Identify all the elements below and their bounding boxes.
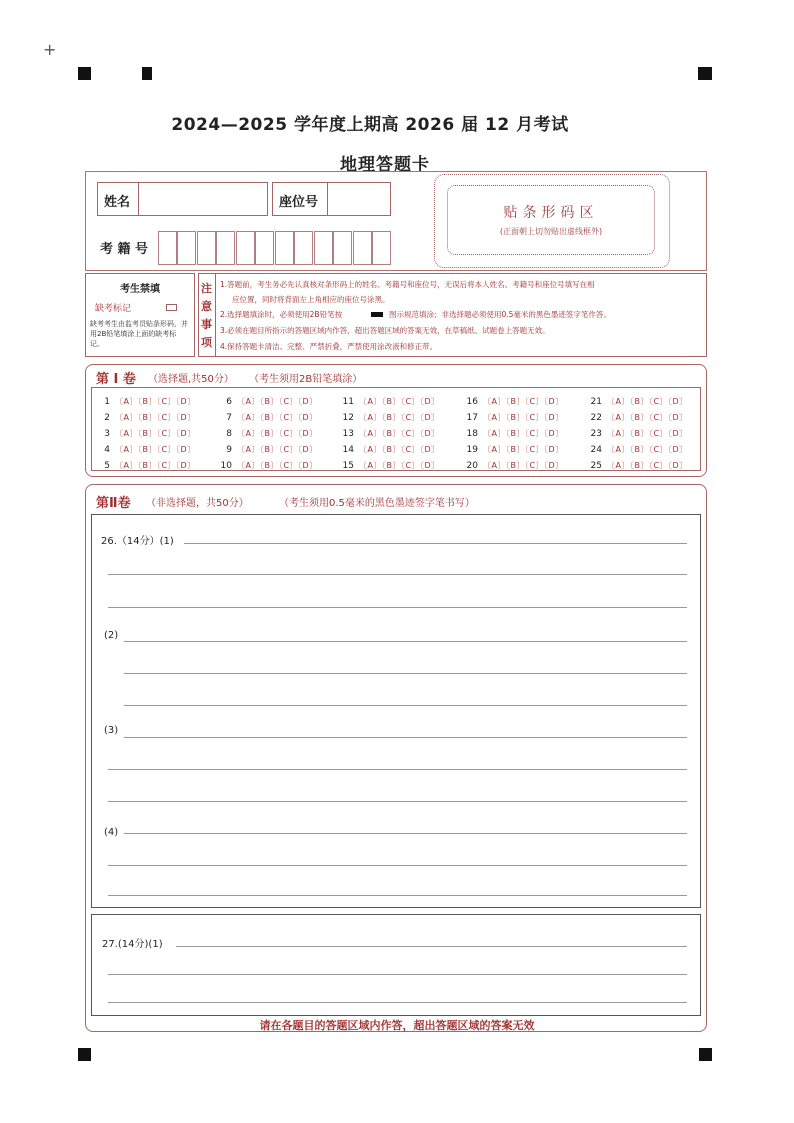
question-number: 9 bbox=[226, 445, 232, 455]
alignment-mark-bottom-right bbox=[699, 1048, 712, 1061]
q26-label: 26.（14分）(1) bbox=[101, 536, 174, 547]
mc-question-24[interactable] bbox=[588, 444, 688, 455]
alignment-mark-top-right bbox=[698, 67, 712, 80]
question-number: 13 bbox=[342, 429, 354, 439]
question-number: 20 bbox=[466, 461, 478, 471]
mc-question-10[interactable] bbox=[218, 460, 318, 471]
mc-question-6[interactable] bbox=[218, 396, 318, 407]
mc-question-13[interactable] bbox=[340, 428, 440, 439]
mc-question-1[interactable] bbox=[96, 396, 196, 407]
question-number: 15 bbox=[342, 461, 354, 471]
answer-options[interactable]: 〔A〕〔B〕〔C〕〔D〕 bbox=[359, 445, 440, 454]
answer-options[interactable]: 〔A〕〔B〕〔C〕〔D〕 bbox=[237, 461, 318, 470]
answer-options[interactable]: 〔A〕〔B〕〔C〕〔D〕 bbox=[483, 445, 564, 454]
answer-line[interactable] bbox=[124, 641, 687, 642]
footer-warning: 请在各题目的答题区域内作答，超出答题区域的答案无效 bbox=[259, 1019, 535, 1032]
question-number: 16 bbox=[466, 397, 478, 407]
exam-id-digit-9[interactable] bbox=[314, 231, 333, 265]
alignment-mark-bottom-left bbox=[78, 1048, 91, 1061]
part1-title: 第 Ⅰ 卷 bbox=[96, 372, 136, 387]
question-number: 7 bbox=[226, 413, 232, 423]
answer-options[interactable]: 〔A〕〔B〕〔C〕〔D〕 bbox=[115, 429, 196, 438]
mc-question-16[interactable] bbox=[464, 396, 564, 407]
examiner-only-title: 考生禁填 bbox=[120, 284, 160, 295]
answer-line[interactable] bbox=[124, 705, 687, 706]
answer-line[interactable] bbox=[184, 543, 687, 544]
instruction-3: 3.必须在题目所指示的答题区域内作答，超出答题区域的答案无效，在草稿纸、试题卷上答题无效。 bbox=[220, 326, 550, 335]
filled-bubble-example bbox=[371, 312, 383, 317]
answer-options[interactable]: 〔A〕〔B〕〔C〕〔D〕 bbox=[483, 429, 564, 438]
side-char-1: 注 bbox=[201, 282, 212, 295]
answer-options[interactable]: 〔A〕〔B〕〔C〕〔D〕 bbox=[483, 413, 564, 422]
mc-question-8[interactable] bbox=[218, 428, 318, 439]
mc-question-23[interactable] bbox=[588, 428, 688, 439]
answer-line[interactable] bbox=[108, 895, 687, 896]
answer-options[interactable]: 〔A〕〔B〕〔C〕〔D〕 bbox=[237, 429, 318, 438]
answer-options[interactable]: 〔A〕〔B〕〔C〕〔D〕 bbox=[607, 461, 688, 470]
question-number: 10 bbox=[220, 461, 232, 471]
part2-section bbox=[85, 484, 707, 1032]
mc-question-18[interactable] bbox=[464, 428, 564, 439]
exam-id-digit-3[interactable] bbox=[197, 231, 216, 265]
name-label: 姓名 bbox=[104, 195, 131, 210]
examiner-only-box bbox=[85, 273, 195, 357]
mc-question-17[interactable] bbox=[464, 412, 564, 423]
q26-sub3-label: (3) bbox=[104, 725, 119, 736]
part2-note: （考生须用0.5毫米的黑色墨迹签字笔书写） bbox=[279, 498, 475, 509]
question-number: 4 bbox=[104, 445, 110, 455]
card-subtitle: 地理答题卡 bbox=[340, 155, 430, 175]
alignment-mark-top-second bbox=[142, 67, 152, 80]
q27-answer-box[interactable] bbox=[91, 914, 701, 1016]
mc-question-14[interactable] bbox=[340, 444, 440, 455]
question-number: 23 bbox=[590, 429, 602, 439]
q26-sub4-label: (4) bbox=[104, 827, 119, 838]
instruction-1: 1.答题前，考生务必先认真核对条形码上的姓名、考籍号和座位号，无误后将本人姓名、考籍号和座位号填写在相 bbox=[220, 280, 595, 289]
answer-line[interactable] bbox=[176, 946, 687, 947]
exam-id-label: 考 籍 号 bbox=[100, 242, 149, 257]
side-char-4: 项 bbox=[201, 336, 212, 349]
mc-question-7[interactable] bbox=[218, 412, 318, 423]
answer-options[interactable]: 〔A〕〔B〕〔C〕〔D〕 bbox=[115, 461, 196, 470]
exam-id-digit-2[interactable] bbox=[177, 231, 196, 265]
exam-id-digit-12[interactable] bbox=[372, 231, 391, 265]
absent-mark-box[interactable] bbox=[166, 304, 177, 311]
question-number: 12 bbox=[342, 413, 354, 423]
mc-question-12[interactable] bbox=[340, 412, 440, 423]
mc-question-5[interactable] bbox=[96, 460, 196, 471]
answer-options[interactable]: 〔A〕〔B〕〔C〕〔D〕 bbox=[483, 461, 564, 470]
answer-line[interactable] bbox=[108, 801, 687, 802]
question-number: 3 bbox=[104, 429, 110, 439]
answer-options[interactable]: 〔A〕〔B〕〔C〕〔D〕 bbox=[115, 397, 196, 406]
exam-id-digit-6[interactable] bbox=[255, 231, 274, 265]
question-number: 18 bbox=[466, 429, 478, 439]
answer-options[interactable]: 〔A〕〔B〕〔C〕〔D〕 bbox=[359, 413, 440, 422]
question-number: 2 bbox=[104, 413, 110, 423]
answer-options[interactable]: 〔A〕〔B〕〔C〕〔D〕 bbox=[359, 397, 440, 406]
part2-subtitle: （非选择题，共50分） bbox=[146, 498, 249, 509]
answer-line[interactable] bbox=[108, 1002, 687, 1003]
answer-options[interactable]: 〔A〕〔B〕〔C〕〔D〕 bbox=[237, 413, 318, 422]
answer-options[interactable]: 〔A〕〔B〕〔C〕〔D〕 bbox=[115, 413, 196, 422]
barcode-note: (正面朝上切勿贴出虚线框外) bbox=[499, 227, 603, 236]
mc-question-2[interactable] bbox=[96, 412, 196, 423]
answer-options[interactable]: 〔A〕〔B〕〔C〕〔D〕 bbox=[607, 397, 688, 406]
q26-sub2-label: (2) bbox=[104, 630, 119, 641]
answer-options[interactable]: 〔A〕〔B〕〔C〕〔D〕 bbox=[359, 461, 440, 470]
answer-line[interactable] bbox=[124, 737, 687, 738]
exam-id-digit-5[interactable] bbox=[236, 231, 255, 265]
mc-question-3[interactable] bbox=[96, 428, 196, 439]
question-number: 11 bbox=[342, 397, 354, 407]
exam-id-digit-8[interactable] bbox=[294, 231, 313, 265]
barcode-inner-box bbox=[447, 185, 655, 255]
crosshair-mark: + bbox=[43, 40, 57, 59]
instruction-2b: 图示规范填涂；非选择题必须使用0.5毫米的黑色墨迹签字笔作答。 bbox=[389, 310, 611, 319]
question-number: 19 bbox=[466, 445, 478, 455]
instruction-4: 4.保持答题卡清洁、完整、严禁折叠，严禁使用涂改液和修正带。 bbox=[220, 342, 438, 351]
answer-line[interactable] bbox=[124, 833, 687, 834]
question-number: 8 bbox=[226, 429, 232, 439]
mc-question-4[interactable] bbox=[96, 444, 196, 455]
mc-question-20[interactable] bbox=[464, 460, 564, 471]
q26-answer-box[interactable] bbox=[91, 514, 701, 908]
instruction-2a: 2.选择题填涂时，必须使用2B铅笔按 bbox=[220, 310, 343, 319]
exam-id-digit-11[interactable] bbox=[353, 231, 372, 265]
exam-id-digit-10[interactable] bbox=[333, 231, 352, 265]
answer-line[interactable] bbox=[108, 974, 687, 975]
exam-id-digit-1[interactable] bbox=[158, 231, 177, 265]
mc-question-15[interactable] bbox=[340, 460, 440, 471]
part1-section bbox=[85, 364, 707, 477]
mc-question-19[interactable] bbox=[464, 444, 564, 455]
q27-label: 27.(14分)(1) bbox=[102, 939, 163, 950]
answer-options[interactable]: 〔A〕〔B〕〔C〕〔D〕 bbox=[483, 397, 564, 406]
instruction-1-cont: 应位置，同时将背面左上角相应的座位号涂黑。 bbox=[232, 295, 390, 304]
question-number: 1 bbox=[104, 397, 110, 407]
question-number: 24 bbox=[590, 445, 602, 455]
mc-question-11[interactable] bbox=[340, 396, 440, 407]
mc-question-9[interactable] bbox=[218, 444, 318, 455]
mc-question-25[interactable] bbox=[588, 460, 688, 471]
part1-subtitle: （选择题,共50分） bbox=[148, 374, 234, 385]
absent-mark-label: 缺考标记 bbox=[95, 304, 132, 314]
mc-question-21[interactable] bbox=[588, 396, 688, 407]
question-number: 14 bbox=[342, 445, 354, 455]
instructions-box bbox=[198, 273, 707, 357]
question-number: 21 bbox=[590, 397, 602, 407]
question-number: 22 bbox=[590, 413, 602, 423]
answer-options[interactable]: 〔A〕〔B〕〔C〕〔D〕 bbox=[115, 445, 196, 454]
answer-line[interactable] bbox=[108, 607, 687, 608]
answer-options[interactable]: 〔A〕〔B〕〔C〕〔D〕 bbox=[237, 445, 318, 454]
question-number: 25 bbox=[590, 461, 602, 471]
answer-options[interactable]: 〔A〕〔B〕〔C〕〔D〕 bbox=[607, 413, 688, 422]
answer-line[interactable] bbox=[108, 865, 687, 866]
side-char-2: 意 bbox=[201, 300, 212, 313]
answer-options[interactable]: 〔A〕〔B〕〔C〕〔D〕 bbox=[359, 429, 440, 438]
part1-note: （考生须用2B铅笔填涂） bbox=[249, 374, 363, 385]
exam-id-digit-7[interactable] bbox=[275, 231, 294, 265]
answer-options[interactable]: 〔A〕〔B〕〔C〕〔D〕 bbox=[607, 429, 688, 438]
answer-line[interactable] bbox=[108, 574, 687, 575]
student-info-section bbox=[85, 171, 707, 271]
exam-title: 2024—2025 学年度上期高 2026 届 12 月考试 bbox=[171, 115, 569, 135]
side-char-3: 事 bbox=[201, 318, 212, 331]
question-number: 6 bbox=[226, 397, 232, 407]
seat-label: 座位号 bbox=[279, 195, 319, 210]
question-number: 17 bbox=[466, 413, 478, 423]
barcode-title: 贴条形码区 bbox=[503, 205, 599, 221]
mc-question-22[interactable] bbox=[588, 412, 688, 423]
absent-note: 缺考考生由监考员贴条形码，并用2B铅笔填涂上面的缺考标记。 bbox=[90, 320, 188, 348]
instructions-side-label bbox=[199, 274, 216, 356]
question-number: 5 bbox=[104, 461, 110, 471]
answer-line[interactable] bbox=[108, 769, 687, 770]
barcode-area bbox=[434, 174, 670, 268]
part2-title: 第Ⅱ卷 bbox=[96, 496, 131, 511]
exam-id-digit-4[interactable] bbox=[216, 231, 235, 265]
answer-options[interactable]: 〔A〕〔B〕〔C〕〔D〕 bbox=[607, 445, 688, 454]
answer-line[interactable] bbox=[124, 673, 687, 674]
alignment-mark-top-left bbox=[78, 67, 91, 80]
answer-options[interactable]: 〔A〕〔B〕〔C〕〔D〕 bbox=[237, 397, 318, 406]
